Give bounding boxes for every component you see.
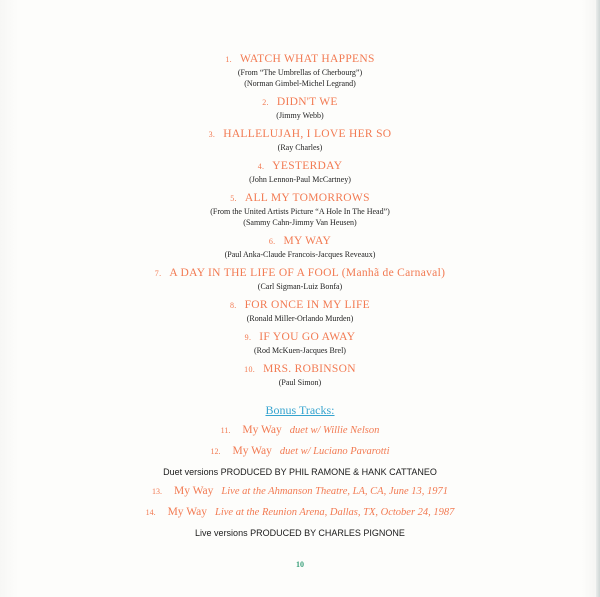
track-number: 9.	[244, 333, 252, 342]
track-1	[0, 52, 600, 89]
track-list	[0, 52, 600, 540]
bonus-tracks-heading: Bonus Tracks:	[265, 403, 335, 417]
track-title-line	[0, 127, 600, 142]
track-credit: (From the United Artists Picture “A Hole In The Head”)	[210, 207, 390, 216]
track-number: 5.	[230, 194, 237, 203]
bonus-track-14	[0, 504, 600, 521]
track-title: YESTERDAY	[272, 160, 343, 172]
track-title-line	[0, 362, 600, 377]
track-title: HALLELUJAH, I LOVE HER SO	[223, 128, 392, 140]
track-title: MY WAY	[283, 235, 332, 247]
track-credit: (Paul Simon)	[278, 378, 322, 387]
track-credit: (From “The Umbrellas of Cherbourg”)	[237, 68, 363, 77]
page-number: 10	[296, 560, 304, 569]
track-title-line	[0, 52, 600, 67]
track-title: A DAY IN THE LIFE OF A FOOL (Manhã de Carnaval)	[169, 267, 446, 279]
track-8	[0, 298, 600, 324]
track-number: 1.	[225, 55, 232, 64]
track-title-line	[0, 330, 600, 345]
track-title-line	[0, 234, 600, 249]
track-title: My Way	[232, 445, 272, 457]
track-title: My Way	[167, 506, 207, 518]
track-title: My Way	[173, 485, 214, 497]
track-title-line	[0, 95, 600, 110]
track-10	[0, 362, 600, 388]
bonus-track-13	[0, 483, 600, 500]
track-title: DIDN'T WE	[276, 96, 338, 108]
track-number: 4.	[257, 162, 265, 171]
track-number: 11.	[220, 426, 231, 435]
track-number: 6.	[268, 237, 276, 246]
track-credit: (Jimmy Webb)	[276, 111, 324, 120]
track-credit: (Sammy Cahn-Jimmy Van Heusen)	[243, 218, 357, 227]
track-title-line	[0, 266, 600, 281]
track-number: 12.	[210, 447, 221, 456]
track-3	[0, 127, 600, 153]
track-title: My Way	[242, 424, 282, 436]
track-title: MRS. ROBINSON	[263, 363, 356, 375]
track-title-line	[0, 159, 600, 174]
track-number: 7.	[154, 269, 162, 278]
track-credit: (Norman Gimbel-Michel Legrand)	[244, 79, 356, 88]
track-number: 13.	[151, 487, 162, 496]
track-credit: (Ray Charles)	[277, 143, 323, 152]
track-2	[0, 95, 600, 121]
track-title: WATCH WHAT HAPPENS	[239, 53, 375, 65]
live-producer-credit: Live versions PRODUCED BY CHARLES PIGNONE	[195, 528, 405, 538]
track-title: IF YOU GO AWAY	[259, 331, 356, 343]
track-note: Live at the Ahmanson Theatre, LA, CA, June 13, 1971	[221, 486, 449, 497]
bonus-track-12	[0, 443, 600, 460]
track-number: 3.	[208, 130, 216, 139]
track-title: ALL MY TOMORROWS	[244, 192, 370, 204]
track-number: 14.	[145, 508, 156, 517]
track-credit: (Ronald Miller-Orlando Murden)	[246, 314, 354, 323]
track-note: duet w/ Willie Nelson	[289, 425, 380, 436]
track-title-line	[0, 191, 600, 206]
track-note: Live at the Reunion Arena, Dallas, TX, October 24, 1987	[215, 507, 455, 518]
track-number: 10.	[244, 365, 256, 374]
track-6	[0, 234, 600, 260]
track-9	[0, 330, 600, 356]
track-note: duet w/ Luciano Pavarotti	[279, 446, 390, 457]
track-number: 8.	[230, 301, 237, 310]
track-5	[0, 191, 600, 228]
track-7	[0, 266, 600, 292]
track-number: 2.	[262, 98, 269, 107]
track-credit: (Carl Sigman-Luiz Bonfa)	[257, 282, 343, 291]
track-credit: (John Lennon-Paul McCartney)	[249, 175, 351, 184]
track-4	[0, 159, 600, 185]
track-title-line	[0, 298, 600, 313]
track-title: FOR ONCE IN MY LIFE	[244, 299, 370, 311]
duet-producer-credit: Duet versions PRODUCED BY PHIL RAMONE & HANK CATTANEO	[163, 467, 437, 477]
track-credit: (Rod McKuen-Jacques Brel)	[254, 346, 346, 355]
bonus-track-11	[0, 422, 600, 439]
track-credit: (Paul Anka-Claude Francois-Jacques Reveaux)	[224, 250, 376, 259]
